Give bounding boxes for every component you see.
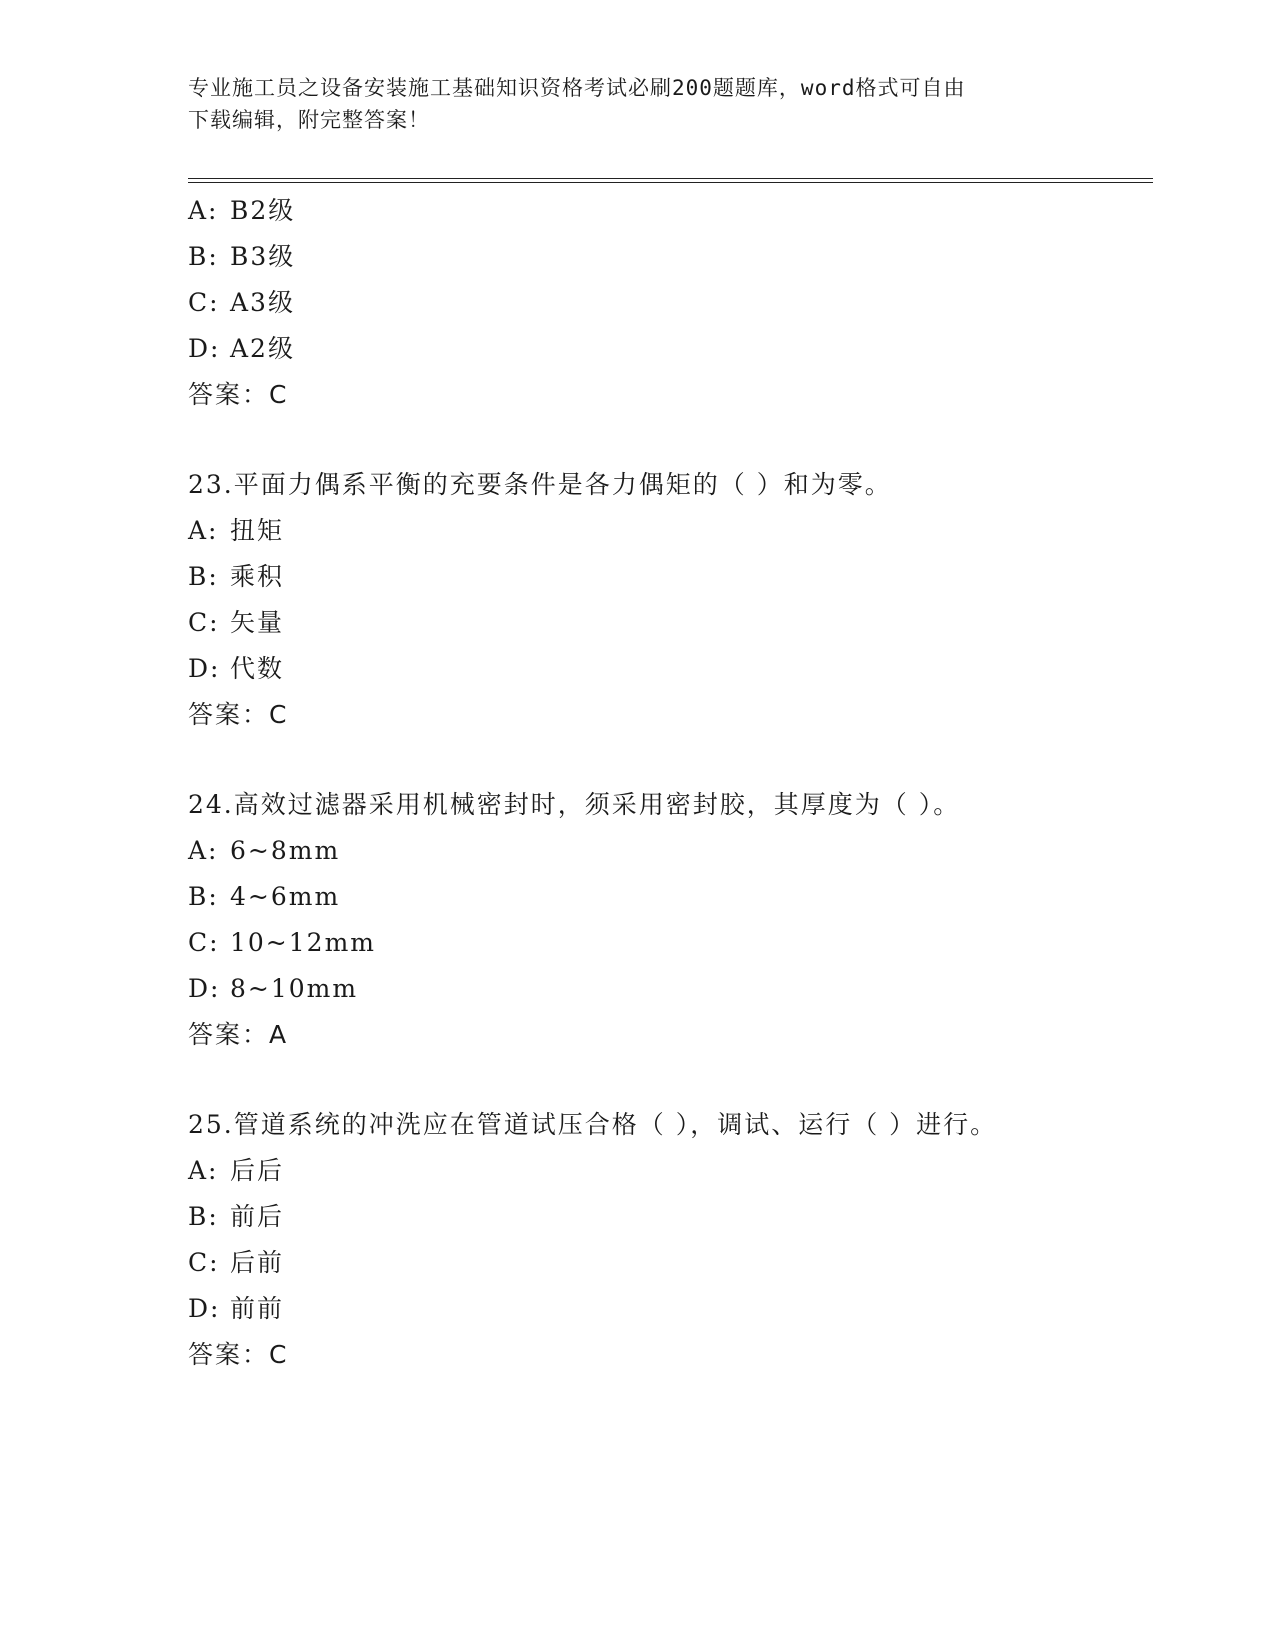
question-list [188,188,1153,1378]
answer-line: 答案：C [188,1340,289,1369]
header-line-1: 专业施工员之设备安装施工基础知识资格考试必刷200题题库，word格式可自由 [188,76,966,100]
question-25 [188,1102,1153,1378]
option-c: C: 后前 [188,1248,285,1277]
answer-line: 答案：A [188,1020,289,1049]
question-text: 25.管道系统的冲洗应在管道试压合格（ ），调试、运行（ ）进行。 [188,1110,998,1139]
question-22-continued [188,188,1153,418]
option-b: B: 4~6mm [188,882,341,911]
option-c: C: 矢量 [188,608,285,637]
option-a: A: 6~8mm [188,836,341,865]
option-d: D: 代数 [188,654,285,683]
answer-line: 答案：C [188,700,289,729]
question-text: 24.高效过滤器采用机械密封时，须采用密封胶，其厚度为（ ）。 [188,790,961,819]
header-divider-top [188,178,1153,179]
header-divider-bottom [188,182,1153,183]
document-header [188,72,1088,136]
option-d: D: A2级 [188,334,295,363]
question-23 [188,462,1153,738]
option-b: B: 乘积 [188,562,285,591]
question-text: 23.平面力偶系平衡的充要条件是各力偶矩的（ ）和为零。 [188,470,892,499]
option-b: B: B3级 [188,242,296,271]
option-a: A: 扭矩 [188,516,285,545]
option-c: C: 10~12mm [188,928,376,957]
option-d: D: 前前 [188,1294,285,1323]
option-d: D: 8~10mm [188,974,359,1003]
header-line-2: 下载编辑，附完整答案！ [188,108,430,132]
option-a: A: B2级 [188,196,296,225]
option-b: B: 前后 [188,1202,285,1231]
answer-line: 答案：C [188,380,289,409]
question-24 [188,782,1153,1058]
option-c: C: A3级 [188,288,295,317]
option-a: A: 后后 [188,1156,285,1185]
